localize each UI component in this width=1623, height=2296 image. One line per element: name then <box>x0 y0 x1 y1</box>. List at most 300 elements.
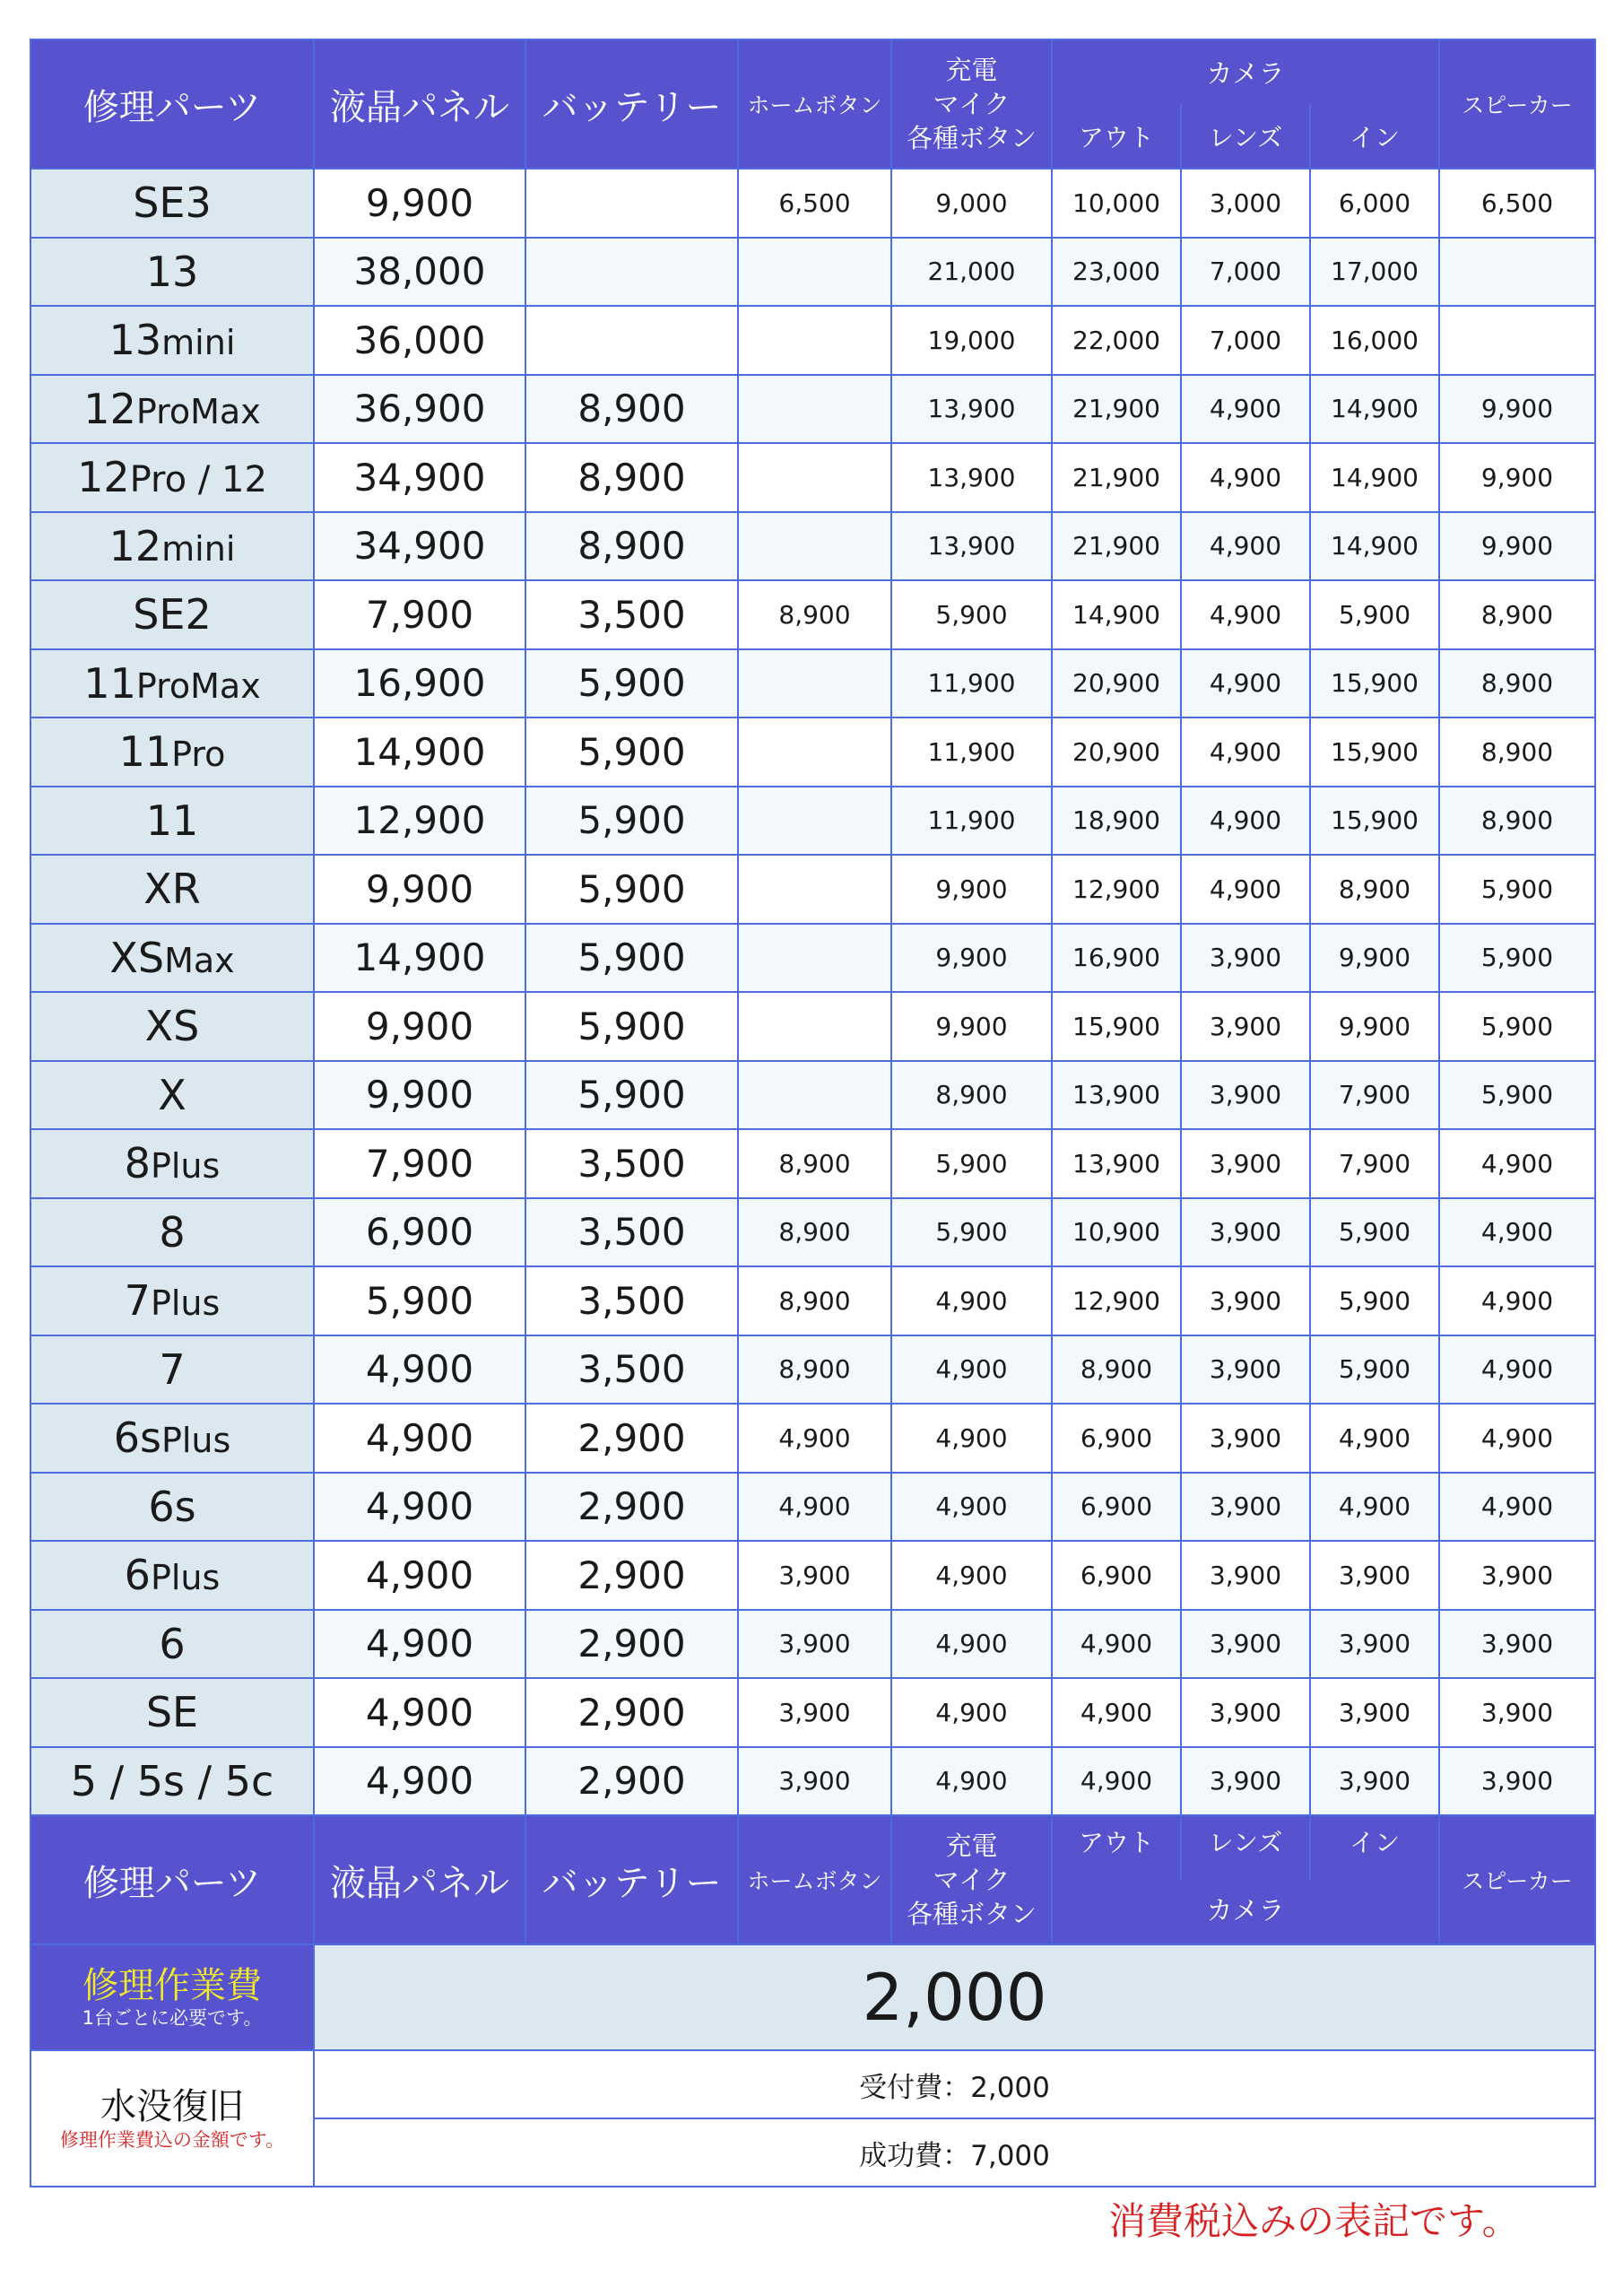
water-damage-note: 修理作業費込の金額です。 <box>59 2129 285 2151</box>
tax-note: 消費税込みの表記です。 <box>1108 2199 1520 2243</box>
price-charge: 4,900 <box>891 1266 1052 1335</box>
price-camera-lens: 3,900 <box>1181 1678 1310 1747</box>
table-row <box>30 649 1595 718</box>
model-base: 8 <box>124 1139 151 1188</box>
model-suffix: Plus <box>161 1421 231 1461</box>
price-camera-lens: 3,000 <box>1181 169 1310 238</box>
table-row <box>30 1266 1595 1335</box>
model-suffix: mini <box>161 528 236 569</box>
price-camera-in: 14,900 <box>1310 512 1439 581</box>
price-lcd: 12,900 <box>314 787 525 856</box>
price-camera-out: 16,900 <box>1052 924 1181 993</box>
price-camera-lens: 7,000 <box>1181 306 1310 375</box>
price-battery: 2,900 <box>525 1610 738 1679</box>
price-charge: 5,900 <box>891 1129 1052 1198</box>
price-home-button: 6,500 <box>738 169 891 238</box>
price-camera-lens: 3,900 <box>1181 1610 1310 1679</box>
table-row <box>30 512 1595 581</box>
price-lcd: 4,900 <box>314 1404 525 1473</box>
price-speaker: 5,900 <box>1439 1061 1595 1130</box>
price-battery: 3,500 <box>525 1266 738 1335</box>
price-home-button <box>738 375 891 444</box>
price-camera-in: 3,900 <box>1310 1678 1439 1747</box>
model-base: XS <box>144 1002 200 1051</box>
price-sheet <box>30 39 1594 2187</box>
header-camera-in: イン <box>1310 104 1439 169</box>
price-camera-lens: 7,000 <box>1181 238 1310 307</box>
model-name <box>30 1610 314 1679</box>
table-row <box>30 1678 1595 1747</box>
model-base: X <box>158 1070 187 1119</box>
header-battery: バッテリー <box>525 39 738 169</box>
model-base: SE <box>133 178 186 228</box>
price-lcd: 4,900 <box>314 1610 525 1679</box>
price-charge: 9,900 <box>891 992 1052 1061</box>
model-name <box>30 992 314 1061</box>
price-camera-in: 15,900 <box>1310 718 1439 787</box>
price-camera-lens: 3,900 <box>1181 1061 1310 1130</box>
model-base: 11 <box>118 727 172 777</box>
price-home-button: 3,900 <box>738 1747 891 1816</box>
price-lcd: 34,900 <box>314 443 525 512</box>
model-base: 8 <box>159 1207 186 1257</box>
price-speaker: 3,900 <box>1439 1747 1595 1816</box>
price-camera-out: 4,900 <box>1052 1678 1181 1747</box>
price-battery: 3,500 <box>525 1129 738 1198</box>
repair-fee-label-cell <box>30 1944 314 2050</box>
table-row <box>30 580 1595 649</box>
price-camera-in: 5,900 <box>1310 1335 1439 1405</box>
model-name <box>30 580 314 649</box>
price-speaker <box>1439 238 1595 307</box>
table-row <box>30 443 1595 512</box>
price-charge: 4,900 <box>891 1404 1052 1473</box>
price-battery: 3,500 <box>525 580 738 649</box>
price-home-button <box>738 855 891 924</box>
model-base: 13 <box>108 316 162 365</box>
price-camera-out: 4,900 <box>1052 1610 1181 1679</box>
price-battery: 5,900 <box>525 1061 738 1130</box>
footer-header-charge-line3: 各種ボタン <box>906 1899 1037 1929</box>
price-home-button: 3,900 <box>738 1678 891 1747</box>
price-camera-in: 17,000 <box>1310 238 1439 307</box>
price-camera-lens: 3,900 <box>1181 1404 1310 1473</box>
price-lcd: 14,900 <box>314 718 525 787</box>
price-home-button <box>738 238 891 307</box>
price-charge: 9,000 <box>891 169 1052 238</box>
price-charge: 4,900 <box>891 1747 1052 1816</box>
model-name <box>30 1541 314 1610</box>
price-charge: 8,900 <box>891 1061 1052 1130</box>
price-charge: 11,900 <box>891 718 1052 787</box>
price-battery: 2,900 <box>525 1473 738 1542</box>
price-battery: 2,900 <box>525 1541 738 1610</box>
price-camera-out: 10,000 <box>1052 169 1181 238</box>
price-speaker: 5,900 <box>1439 924 1595 993</box>
price-battery: 2,900 <box>525 1678 738 1747</box>
price-camera-out: 21,900 <box>1052 443 1181 512</box>
price-camera-out: 6,900 <box>1052 1541 1181 1610</box>
model-base: XS <box>109 933 165 982</box>
price-battery: 5,900 <box>525 992 738 1061</box>
price-charge: 9,900 <box>891 855 1052 924</box>
price-camera-in: 7,900 <box>1310 1061 1439 1130</box>
price-home-button <box>738 512 891 581</box>
table-row <box>30 787 1595 856</box>
price-lcd: 36,900 <box>314 375 525 444</box>
price-camera-out: 12,900 <box>1052 855 1181 924</box>
table-row <box>30 375 1595 444</box>
price-camera-lens: 4,900 <box>1181 580 1310 649</box>
price-camera-out: 12,900 <box>1052 1266 1181 1335</box>
price-camera-in: 5,900 <box>1310 1266 1439 1335</box>
header-charge <box>891 39 1052 169</box>
model-base: 6s <box>148 1482 196 1531</box>
price-camera-out: 20,900 <box>1052 649 1181 718</box>
repair-fee-value: 2,000 <box>314 1944 1595 2050</box>
model-name <box>30 649 314 718</box>
price-charge: 21,000 <box>891 238 1052 307</box>
price-camera-out: 6,900 <box>1052 1473 1181 1542</box>
price-camera-lens: 4,900 <box>1181 718 1310 787</box>
price-lcd: 5,900 <box>314 1266 525 1335</box>
price-speaker: 4,900 <box>1439 1198 1595 1267</box>
header-home-button: ホームボタン <box>738 39 891 169</box>
footer-header-parts: 修理パーツ <box>30 1815 314 1944</box>
model-base: SE <box>145 1688 199 1737</box>
header-camera-lens: レンズ <box>1181 104 1310 169</box>
price-charge: 4,900 <box>891 1335 1052 1405</box>
price-camera-out: 13,900 <box>1052 1061 1181 1130</box>
price-camera-lens: 4,900 <box>1181 649 1310 718</box>
price-camera-in: 8,900 <box>1310 855 1439 924</box>
footer-header-lcd: 液晶パネル <box>314 1815 525 1944</box>
header-camera: カメラ <box>1052 39 1439 104</box>
price-charge: 13,900 <box>891 375 1052 444</box>
price-camera-in: 3,900 <box>1310 1610 1439 1679</box>
price-lcd: 16,900 <box>314 649 525 718</box>
price-battery: 8,900 <box>525 375 738 444</box>
table-footer-header-top <box>30 1815 1595 1880</box>
footer-header-camera-in: イン <box>1310 1815 1439 1880</box>
table-row <box>30 306 1595 375</box>
price-lcd: 4,900 <box>314 1335 525 1405</box>
price-battery: 8,900 <box>525 443 738 512</box>
model-base: 13 <box>145 247 199 296</box>
price-camera-lens: 4,900 <box>1181 512 1310 581</box>
price-speaker <box>1439 306 1595 375</box>
price-home-button: 3,900 <box>738 1610 891 1679</box>
price-charge: 19,000 <box>891 306 1052 375</box>
header-camera-out: アウト <box>1052 104 1181 169</box>
price-speaker: 9,900 <box>1439 512 1595 581</box>
model-name <box>30 306 314 375</box>
price-rows <box>30 169 1595 1815</box>
footer-header-speaker: スピーカー <box>1439 1815 1595 1944</box>
price-lcd: 4,900 <box>314 1473 525 1542</box>
footer-header-charge-line2: マイク <box>933 1865 1011 1895</box>
price-lcd: 9,900 <box>314 992 525 1061</box>
price-battery: 5,900 <box>525 718 738 787</box>
footer-header-home-button: ホームボタン <box>738 1815 891 1944</box>
price-home-button: 4,900 <box>738 1473 891 1542</box>
model-base: 6 <box>124 1551 151 1600</box>
table-row <box>30 1610 1595 1679</box>
price-charge: 4,900 <box>891 1678 1052 1747</box>
price-battery: 2,900 <box>525 1404 738 1473</box>
table-row <box>30 169 1595 238</box>
price-camera-out: 10,900 <box>1052 1198 1181 1267</box>
model-suffix: Plus <box>150 1558 221 1598</box>
price-home-button <box>738 718 891 787</box>
price-camera-lens: 3,900 <box>1181 1198 1310 1267</box>
footer-header-charge-line1: 充電 <box>945 1831 998 1861</box>
price-camera-lens: 4,900 <box>1181 787 1310 856</box>
price-home-button <box>738 924 891 993</box>
table-row <box>30 1061 1595 1130</box>
model-name <box>30 718 314 787</box>
price-camera-in: 14,900 <box>1310 443 1439 512</box>
price-home-button: 4,900 <box>738 1404 891 1473</box>
price-battery: 5,900 <box>525 924 738 993</box>
model-suffix: Pro / 12 <box>129 459 267 501</box>
model-name <box>30 1678 314 1747</box>
price-speaker: 8,900 <box>1439 718 1595 787</box>
price-camera-out: 8,900 <box>1052 1335 1181 1405</box>
price-home-button <box>738 787 891 856</box>
price-lcd: 4,900 <box>314 1541 525 1610</box>
model-suffix: ProMax <box>135 665 261 706</box>
price-camera-out: 4,900 <box>1052 1747 1181 1816</box>
price-speaker: 3,900 <box>1439 1610 1595 1679</box>
price-speaker: 4,900 <box>1439 1129 1595 1198</box>
price-camera-in: 15,900 <box>1310 649 1439 718</box>
price-speaker: 9,900 <box>1439 375 1595 444</box>
model-suffix: mini <box>161 323 236 363</box>
price-camera-lens: 3,900 <box>1181 1541 1310 1610</box>
model-base: XR <box>143 865 201 914</box>
price-home-button: 8,900 <box>738 1335 891 1405</box>
model-base: 12 <box>83 384 136 433</box>
price-home-button: 3,900 <box>738 1541 891 1610</box>
model-base: 12 <box>77 453 130 502</box>
price-camera-in: 9,900 <box>1310 992 1439 1061</box>
price-speaker: 4,900 <box>1439 1404 1595 1473</box>
price-battery: 5,900 <box>525 855 738 924</box>
price-battery: 8,900 <box>525 512 738 581</box>
price-home-button: 8,900 <box>738 580 891 649</box>
price-camera-lens: 3,900 <box>1181 1266 1310 1335</box>
price-camera-lens: 4,900 <box>1181 443 1310 512</box>
price-camera-in: 5,900 <box>1310 580 1439 649</box>
model-name <box>30 855 314 924</box>
price-camera-in: 3,900 <box>1310 1541 1439 1610</box>
header-charge-line2: マイク <box>933 89 1011 119</box>
price-camera-lens: 3,900 <box>1181 1129 1310 1198</box>
table-row <box>30 1473 1595 1542</box>
price-camera-out: 23,000 <box>1052 238 1181 307</box>
price-camera-in: 7,900 <box>1310 1129 1439 1198</box>
price-speaker: 6,500 <box>1439 169 1595 238</box>
price-speaker: 4,900 <box>1439 1266 1595 1335</box>
price-camera-in: 15,900 <box>1310 787 1439 856</box>
price-camera-lens: 4,900 <box>1181 855 1310 924</box>
price-lcd: 7,900 <box>314 1129 525 1198</box>
price-camera-in: 3,900 <box>1310 1747 1439 1816</box>
price-charge: 5,900 <box>891 580 1052 649</box>
price-camera-lens: 3,900 <box>1181 924 1310 993</box>
price-home-button <box>738 443 891 512</box>
price-camera-lens: 3,900 <box>1181 992 1310 1061</box>
price-camera-out: 21,900 <box>1052 512 1181 581</box>
price-battery <box>525 238 738 307</box>
model-name <box>30 1198 314 1267</box>
footer-header-camera-lens: レンズ <box>1181 1815 1310 1880</box>
model-name <box>30 1404 314 1473</box>
header-charge-line1: 充電 <box>945 55 998 85</box>
water-damage-row-1 <box>30 2050 1595 2118</box>
price-home-button <box>738 649 891 718</box>
price-lcd: 4,900 <box>314 1747 525 1816</box>
table-row <box>30 855 1595 924</box>
model-name <box>30 238 314 307</box>
price-lcd: 9,900 <box>314 1061 525 1130</box>
table-header-top <box>30 39 1595 104</box>
price-lcd: 7,900 <box>314 580 525 649</box>
model-base: SE2 <box>133 590 212 639</box>
model-base: 6s <box>113 1413 161 1463</box>
model-base: 11 <box>83 658 136 708</box>
model-name <box>30 1473 314 1542</box>
price-camera-in: 6,000 <box>1310 169 1439 238</box>
table-row <box>30 992 1595 1061</box>
footer-header-battery: バッテリー <box>525 1815 738 1944</box>
water-damage-label: 水没復旧 <box>100 2086 244 2127</box>
price-charge: 5,900 <box>891 1198 1052 1267</box>
price-speaker: 3,900 <box>1439 1678 1595 1747</box>
price-battery: 3,500 <box>525 1335 738 1405</box>
table-row <box>30 1335 1595 1405</box>
price-speaker: 4,900 <box>1439 1335 1595 1405</box>
model-suffix: 3 <box>185 178 212 228</box>
price-charge: 4,900 <box>891 1473 1052 1542</box>
price-camera-in: 9,900 <box>1310 924 1439 993</box>
footer-header-camera-out: アウト <box>1052 1815 1181 1880</box>
price-camera-lens: 4,900 <box>1181 375 1310 444</box>
model-name <box>30 924 314 993</box>
price-camera-out: 13,900 <box>1052 1129 1181 1198</box>
model-base: 12 <box>108 521 162 570</box>
price-camera-out: 21,900 <box>1052 375 1181 444</box>
model-name <box>30 169 314 238</box>
table-row <box>30 1198 1595 1267</box>
price-camera-in: 16,000 <box>1310 306 1439 375</box>
price-camera-out: 18,900 <box>1052 787 1181 856</box>
price-speaker: 8,900 <box>1439 649 1595 718</box>
model-name <box>30 1129 314 1198</box>
price-battery <box>525 169 738 238</box>
model-name <box>30 1335 314 1405</box>
price-camera-lens: 3,900 <box>1181 1473 1310 1542</box>
price-battery: 3,500 <box>525 1198 738 1267</box>
price-battery: 2,900 <box>525 1747 738 1816</box>
table-row <box>30 924 1595 993</box>
price-camera-out: 20,900 <box>1052 718 1181 787</box>
price-camera-in: 14,900 <box>1310 375 1439 444</box>
price-camera-out: 22,000 <box>1052 306 1181 375</box>
table-row <box>30 1404 1595 1473</box>
price-home-button <box>738 306 891 375</box>
price-speaker: 9,900 <box>1439 443 1595 512</box>
water-damage-label-cell <box>30 2050 314 2187</box>
model-name <box>30 375 314 444</box>
price-speaker: 8,900 <box>1439 787 1595 856</box>
price-home-button <box>738 1061 891 1130</box>
footer-header-charge <box>891 1815 1052 1944</box>
model-name <box>30 787 314 856</box>
price-speaker: 4,900 <box>1439 1473 1595 1542</box>
price-home-button: 8,900 <box>738 1266 891 1335</box>
repair-fee-note: 1台ごとに必要です。 <box>82 2007 263 2029</box>
price-camera-lens: 3,900 <box>1181 1335 1310 1405</box>
table-row <box>30 1129 1595 1198</box>
price-lcd: 36,000 <box>314 306 525 375</box>
price-lcd: 38,000 <box>314 238 525 307</box>
price-lcd: 6,900 <box>314 1198 525 1267</box>
repair-fee-row <box>30 1944 1595 2050</box>
model-name <box>30 1266 314 1335</box>
price-home-button <box>738 992 891 1061</box>
header-charge-line3: 各種ボタン <box>906 123 1037 153</box>
price-lcd: 9,900 <box>314 169 525 238</box>
price-speaker: 5,900 <box>1439 992 1595 1061</box>
table-row <box>30 718 1595 787</box>
water-reception-fee: 受付費：2,000 <box>314 2050 1595 2118</box>
model-suffix: ProMax <box>135 391 261 431</box>
price-speaker: 8,900 <box>1439 580 1595 649</box>
header-lcd: 液晶パネル <box>314 39 525 169</box>
price-camera-in: 5,900 <box>1310 1198 1439 1267</box>
price-camera-lens: 3,900 <box>1181 1747 1310 1816</box>
price-charge: 9,900 <box>891 924 1052 993</box>
header-parts: 修理パーツ <box>30 39 314 169</box>
price-speaker: 3,900 <box>1439 1541 1595 1610</box>
model-base: 7 <box>124 1276 151 1326</box>
model-name <box>30 1061 314 1130</box>
price-home-button: 8,900 <box>738 1129 891 1198</box>
price-charge: 4,900 <box>891 1610 1052 1679</box>
repair-price-table <box>30 39 1596 2187</box>
price-charge: 13,900 <box>891 443 1052 512</box>
model-name <box>30 443 314 512</box>
water-success-fee: 成功費：7,000 <box>314 2118 1595 2187</box>
price-charge: 11,900 <box>891 787 1052 856</box>
model-base: 5 / 5s / 5c <box>70 1756 274 1805</box>
price-charge: 11,900 <box>891 649 1052 718</box>
price-camera-in: 4,900 <box>1310 1404 1439 1473</box>
price-lcd: 14,900 <box>314 924 525 993</box>
price-battery <box>525 306 738 375</box>
model-suffix: Plus <box>150 1283 221 1324</box>
price-camera-out: 6,900 <box>1052 1404 1181 1473</box>
header-speaker: スピーカー <box>1439 39 1595 169</box>
price-battery: 5,900 <box>525 787 738 856</box>
price-lcd: 4,900 <box>314 1678 525 1747</box>
price-speaker: 5,900 <box>1439 855 1595 924</box>
model-name <box>30 1747 314 1816</box>
footer-header-camera: カメラ <box>1052 1880 1439 1944</box>
price-camera-out: 15,900 <box>1052 992 1181 1061</box>
